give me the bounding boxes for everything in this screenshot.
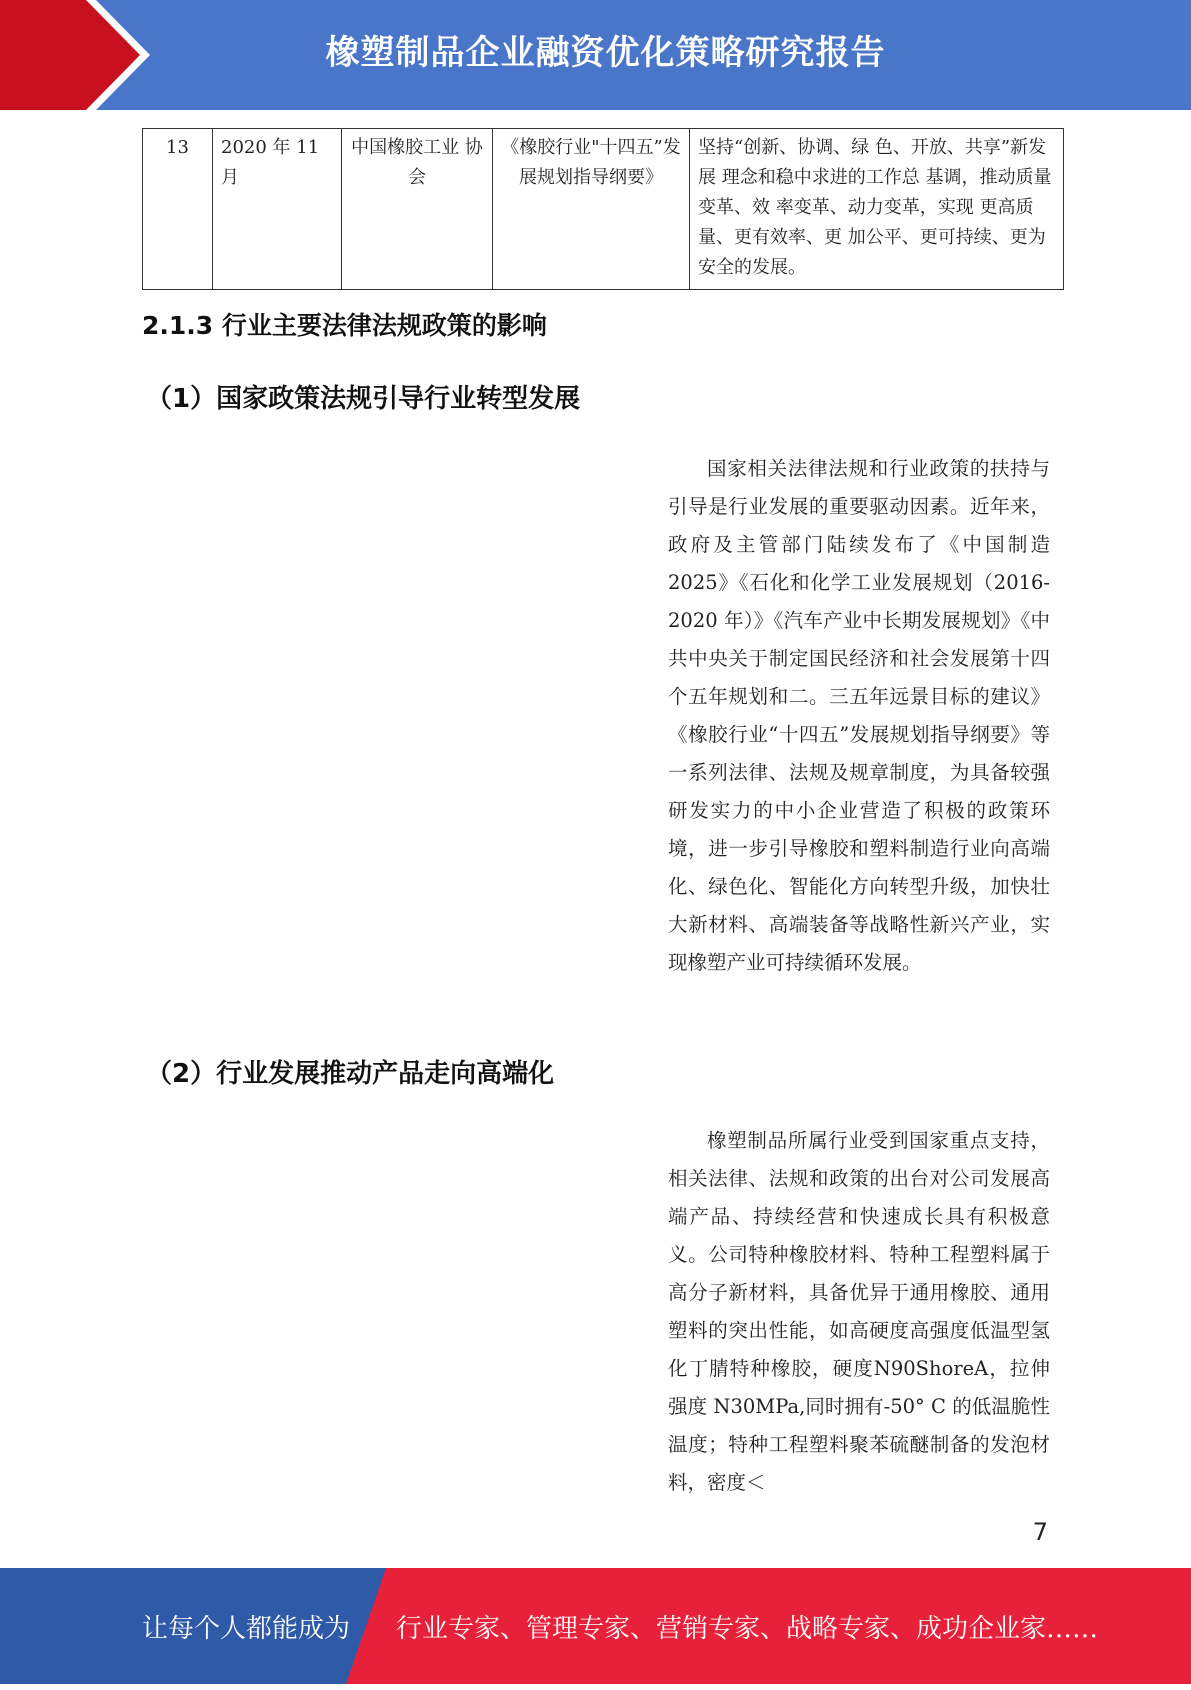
subsection-heading-2: （2）行业发展推动产品走向高端化 [146,1059,555,1089]
cell-document: 《橡胶行业"十四五”发 展规划指导纲要》 [493,129,690,290]
footer-slogan-left: 让每个人都能成为 [142,1614,351,1644]
page-footer [0,1568,1191,1684]
policy-table [142,128,1064,290]
footer-slogan-right: 行业专家、管理专家、营销专家、战略专家、成功企业家…… [396,1614,1099,1644]
paragraph-1: 国家相关法律法规和行业政策的扶持与引导是行业发展的重要驱动因素。近年来，政府及主管部门陆续发布了《中国制造 2025》《石化和化学工业发展规划（2016-2020 年）》《汽车产业中长期发展规划》《中共中央关于制定国民经济和社会发展第十四个五年规划和二。三五年远景目标的建议》《橡胶行业“十四五”发展规划指导纲要》等一系列法律、法规及规章制度，为具备较强研发实力的中小企业营造了积极的政策环境，进一步引导橡胶和塑料制造行业向高端化、绿色化、智能化方向转型升级，加快壮大新材料、高端装备等战略性新兴产业，实现橡塑产业可持续循环发展。 [668,457,1050,974]
cell-organization: 中国橡胶工业 协 会 [342,129,493,290]
cell-date: 2020 年 11 月 [213,129,342,290]
cell-number: 13 [143,129,213,290]
table-row [143,129,1064,290]
report-title: 橡塑制品企业融资优化策略研究报告 [325,33,886,73]
subsection-heading-1: （1）国家政策法规引导行业转型发展 [146,384,581,414]
section-heading: 2.1.3 行业主要法律法规政策的影响 [142,311,547,340]
page-header [0,0,1191,110]
page-number: 7 [1032,1518,1048,1546]
paragraph-2: 橡塑制品所属行业受到国家重点支持，相关法律、法规和政策的出台对公司发展高端产品、持续经营和快速成长具有积极意义。公司特种橡胶材料、特种工程塑料属于高分子新材料，具备优异于通用橡胶、通用塑料的突出性能，如高硬度高强度低温型氢化丁腈特种橡胶，硬度N90ShoreA，拉伸强度 N30MPa,同时拥有-50° C 的低温脆性温度；特种工程塑料聚苯硫醚制备的发泡材料，密度＜ [668,1129,1050,1494]
cell-content: 坚持“创新、协调、绿 色、开放、共享”新发展 理念和稳中求进的工作总 基调，推动质量变革、效 率变革、动力变革，实现 更高质量、更有效率、更 加公平、更可持续、更为 安全的发展。 [690,129,1064,290]
